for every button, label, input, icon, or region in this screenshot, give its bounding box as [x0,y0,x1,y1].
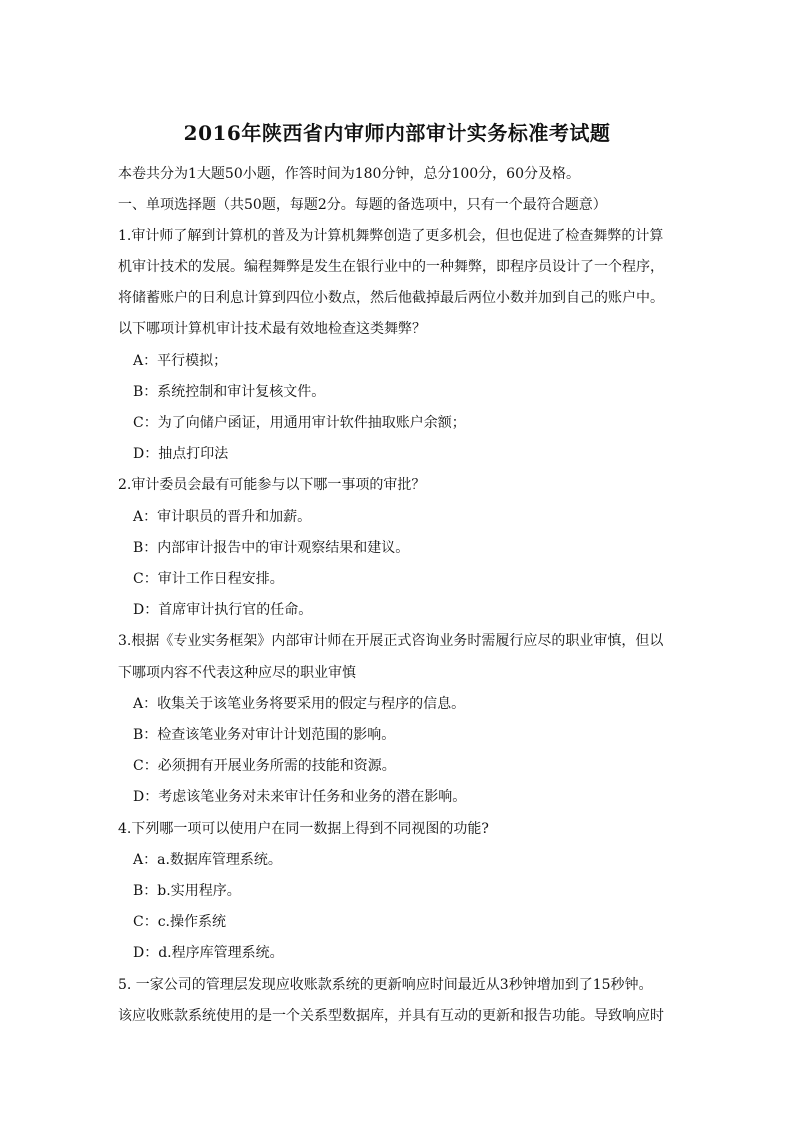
question-1-line-1: 1.审计师了解到计算机的普及为计算机舞弊创造了更多机会，但也促进了检查舞弊的计算 [118,228,664,244]
question-4-option-c: C：c.操作系统 [133,914,227,930]
question-3-option-a: A：收集关于该笔业务将要采用的假定与程序的信息。 [133,696,466,712]
question-3-option-b: B：检查该笔业务对审计计划范围的影响。 [133,727,396,743]
question-3-line-2: 下哪项内容不代表这种应尽的职业审慎 [118,665,356,681]
question-1-option-c: C：为了向储户函证，用通用审计软件抽取账户余额； [133,415,466,431]
question-1-option-a: A：平行模拟； [133,353,228,369]
question-1-line-4: 以下哪项计算机审计技术最有效地检查这类舞弊？ [118,321,426,337]
question-2-option-b: B：内部审计报告中的审计观察结果和建议。 [133,540,410,556]
exam-intro: 本卷共分为1大题50小题，作答时间为180分钟，总分100分，60分及格。 [118,166,580,182]
document-title: 2016年陕西省内审师内部审计实务标准考试题 [183,121,611,145]
question-3-option-d: D：考虑该笔业务对未来审计任务和业务的潜在影响。 [133,789,467,805]
question-1-line-2: 机审计技术的发展。编程舞弊是发生在银行业中的一种舞弊，即程序员设计了一个程序， [118,259,664,275]
question-3-option-c: C：必须拥有开展业务所需的技能和资源。 [133,758,396,774]
question-4-line-1: 4.下列哪一项可以使用户在同一数据上得到不同视图的功能? [118,821,489,837]
section-heading: 一、单项选择题（共50题，每题2分。每题的备选项中，只有一个最符合题意） [118,197,607,213]
question-1-line-3: 将储蓄账户的日利息计算到四位小数点，然后他截掉最后两位小数并加到自己的账户中。 [118,290,664,306]
question-4-option-d: D：d.程序库管理系统。 [133,945,284,961]
question-2-option-a: A：审计职员的晋升和加薪。 [133,509,312,525]
question-2-option-d: D：首席审计执行官的任命。 [133,602,313,618]
question-3-line-1: 3.根据《专业实务框架》内部审计师在开展正式咨询业务时需履行应尽的职业审慎，但以 [118,633,664,649]
question-4-option-b: B：b.实用程序。 [133,883,241,899]
question-1-option-d: D：抽点打印法 [133,446,229,462]
question-4-option-a: A：a.数据库管理系统。 [133,852,282,868]
question-2-option-c: C：审计工作日程安排。 [133,571,284,587]
question-1-option-b: B：系统控制和审计复核文件。 [133,384,326,400]
question-5-line-2: 该应收账款系统使用的是一个关系型数据库，并具有互动的更新和报告功能。导致响应时 [118,1008,664,1024]
question-2-line-1: 2.审计委员会最有可能参与以下哪一事项的审批？ [118,477,426,493]
question-5-line-1: 5. 一家公司的管理层发现应收账款系统的更新响应时间最近从3秒钟增加到了15秒钟。 [118,977,653,993]
